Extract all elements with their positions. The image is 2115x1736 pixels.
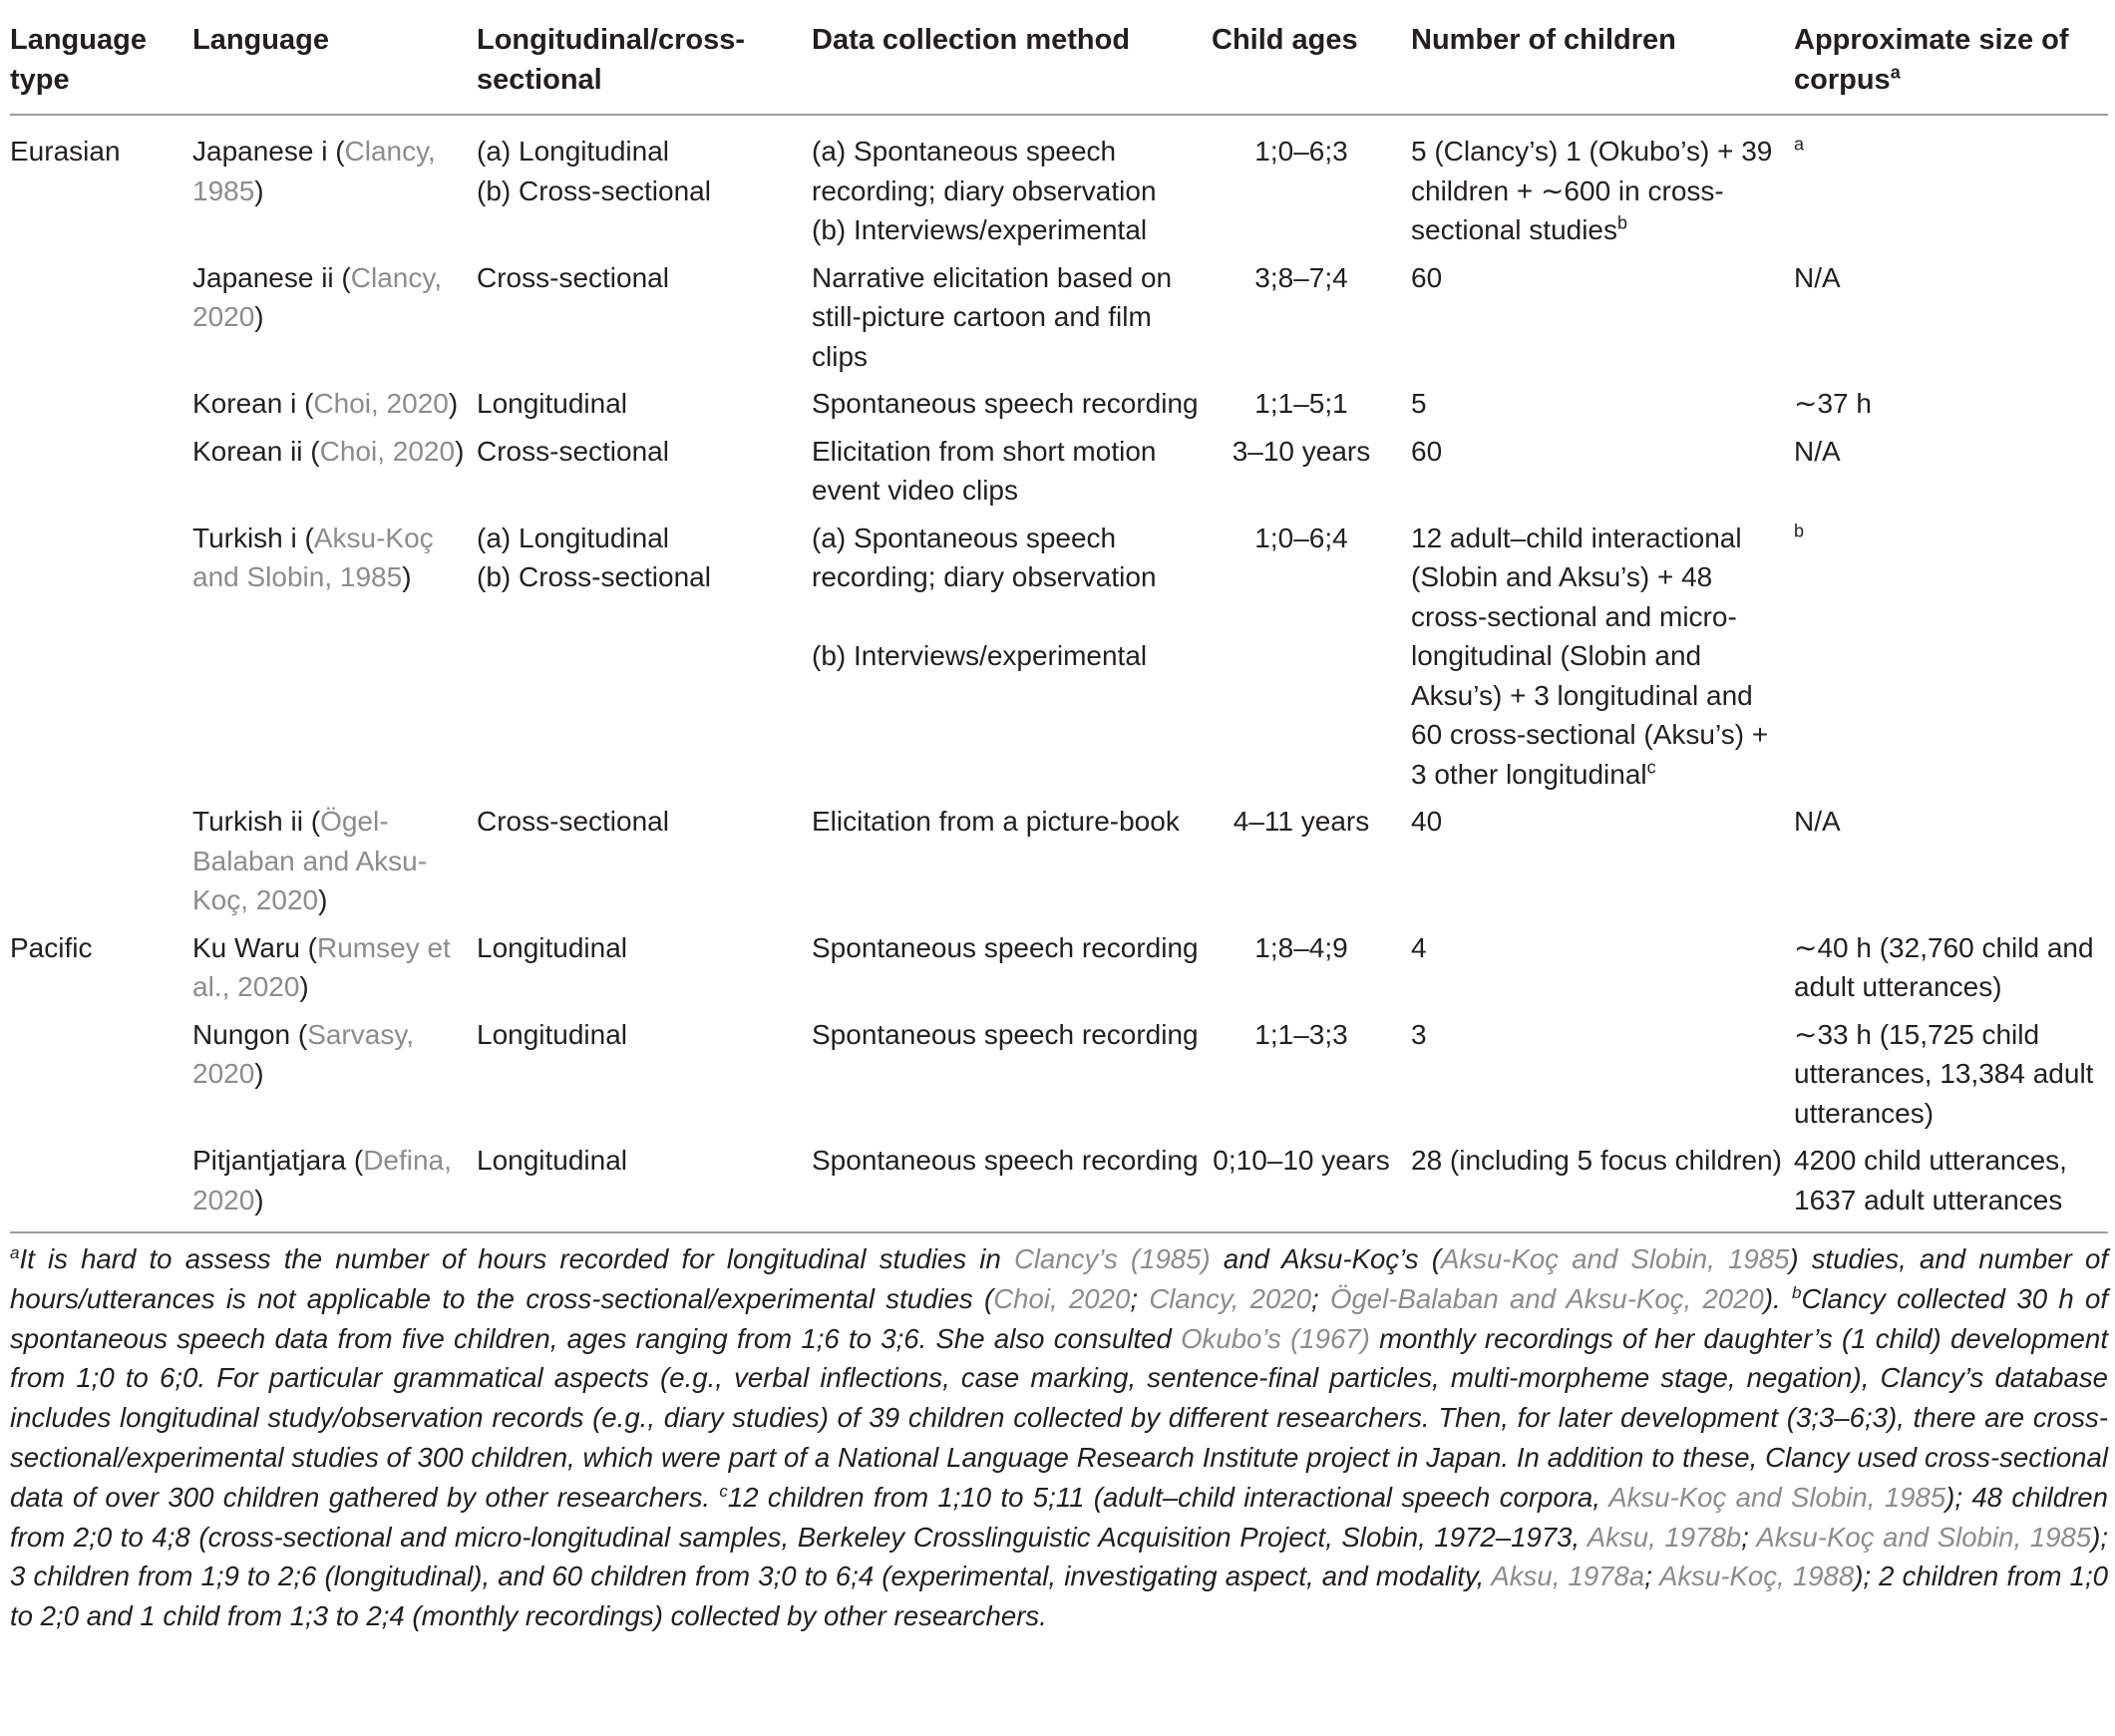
design-text: Longitudinal — [477, 388, 628, 419]
cell-ages — [1212, 519, 1411, 803]
language-name: Nungon ( — [192, 1018, 308, 1050]
language-name: Pitjantjatjara ( — [192, 1145, 364, 1176]
table-row — [10, 1141, 2108, 1232]
language-ref-link[interactable]: Clancy, 2020 — [192, 261, 443, 332]
cell-language — [192, 1015, 477, 1142]
cell-corpus — [1794, 802, 2108, 928]
corpus-sup: a — [1794, 134, 1805, 155]
cell-design — [477, 258, 812, 385]
design-text: Longitudinal — [477, 931, 628, 963]
ages-text: 1;1–3;3 — [1254, 1018, 1348, 1050]
language-name-end: ) — [254, 1058, 264, 1089]
language-name: Turkish i ( — [192, 521, 314, 553]
cell-children — [1411, 115, 1794, 258]
language-name-end: ) — [455, 435, 465, 467]
design-text: Cross-sectional — [477, 806, 669, 837]
cell-ages — [1212, 384, 1411, 432]
children-text: 28 (including 5 focus children) — [1411, 1145, 1782, 1176]
cell-method — [812, 432, 1212, 519]
cell-children — [1411, 1015, 1794, 1142]
cell-method — [812, 519, 1212, 803]
corpus-text: N/A — [1794, 806, 1841, 837]
footnote-mark-c: c — [719, 1481, 728, 1501]
cell-method — [812, 384, 1212, 432]
cell-children — [1411, 519, 1794, 803]
cell-method — [812, 258, 1212, 385]
header-ages: Child ages — [1212, 10, 1411, 115]
corpus-text: ∼33 h (15,725 child utterances, 13,384 adult utterances) — [1794, 1018, 2094, 1129]
language-ref-link[interactable]: Choi, 2020 — [319, 435, 456, 467]
cell-corpus — [1794, 1141, 2108, 1232]
cell-language-type — [10, 1015, 192, 1142]
language-name-end: ) — [318, 884, 328, 915]
table-row — [10, 115, 2108, 258]
language-type-text: Pacific — [10, 931, 93, 963]
ages-text: 3–10 years — [1232, 435, 1371, 467]
language-name-end: ) — [254, 174, 264, 206]
cell-language — [192, 519, 477, 803]
footnote-ref[interactable]: Aksu-Koç and Slobin, 1985 — [1608, 1481, 1946, 1513]
ages-text: 4–11 years — [1233, 806, 1370, 837]
cell-language-type — [10, 432, 192, 519]
cell-corpus — [1794, 432, 2108, 519]
header-language-type: Language type — [10, 10, 192, 115]
corpus-text: N/A — [1794, 261, 1841, 293]
cell-corpus — [1794, 115, 2108, 258]
cell-ages — [1212, 258, 1411, 385]
corpus-text: N/A — [1794, 435, 1841, 467]
language-ref-link[interactable]: Choi, 2020 — [313, 388, 449, 419]
cell-design — [477, 519, 812, 803]
children-text: 60 — [1411, 435, 1443, 467]
cell-language — [192, 432, 477, 519]
cell-design — [477, 1141, 812, 1232]
cell-ages — [1212, 802, 1411, 928]
footnote-text: ; — [1130, 1282, 1150, 1314]
method-text: Spontaneous speech recording — [812, 931, 1199, 963]
cell-language — [192, 1141, 477, 1232]
corpus-text: ∼37 h — [1794, 388, 1872, 419]
children-text: 12 adult–child interactional (Slobin and Aksu’s) + 48 cross-sectional and micro-longitudinal (Slobin and Aksu’s) + 3 longitudinal and 60 cross-sectional (Aksu’s) + 3 other longitudinal — [1411, 521, 1769, 790]
footnote-text: ); 2 children from 1;0 to 2;0 and 1 child from 1;3 to 2;4 (monthly recordings) collected by other researchers. — [10, 1561, 2109, 1632]
footnote-text: It is hard to assess the number of hours recorded for longitudinal studies in — [19, 1243, 1014, 1274]
corpus-table — [10, 10, 2108, 1233]
corpus-text: 4200 child utterances, 1637 adult utterances — [1794, 1145, 2067, 1215]
language-ref-link[interactable]: Clancy, 1985 — [192, 136, 436, 206]
footnote-ref[interactable]: Clancy’s (1985) — [1013, 1243, 1211, 1274]
cell-design — [477, 115, 812, 258]
table-row — [10, 928, 2108, 1015]
cell-corpus — [1794, 519, 2108, 803]
cell-ages — [1212, 115, 1411, 258]
footnote-text: ); 48 children from 2;0 to 4;8 (cross-sectional and micro-longitudinal samples, Berkeley Crosslinguistic Acquisition Project, Slobin, 1972–1973, — [10, 1481, 2108, 1553]
cell-language-type — [10, 1141, 192, 1232]
footnote-ref[interactable]: Aksu-Koç and Slobin, 1985 — [1756, 1521, 2092, 1553]
footnote-ref[interactable]: Ögel-Balaban and Aksu-Koç, 2020 — [1330, 1282, 1764, 1314]
language-type-text: Eurasian — [10, 136, 121, 167]
table-row — [10, 519, 2108, 803]
children-sup: c — [1646, 757, 1656, 778]
cell-design — [477, 928, 812, 1015]
ages-text: 1;1–5;1 — [1254, 388, 1348, 419]
language-name-end: ) — [402, 561, 412, 592]
design-text: (a) Longitudinal (b) Cross-sectional — [477, 136, 711, 206]
children-text: 60 — [1411, 261, 1443, 293]
footnote-ref[interactable]: Okubo’s (1967) — [1181, 1322, 1370, 1354]
footnote-text: 12 children from 1;10 to 5;11 (adult–child interactional speech corpora, — [727, 1481, 1609, 1513]
cell-method — [812, 1141, 1212, 1232]
footnote-ref[interactable]: Aksu-Koç, 1988 — [1658, 1561, 1855, 1592]
table-page — [10, 10, 2108, 1664]
footnote-ref[interactable]: Choi, 2020 — [993, 1282, 1131, 1314]
ages-text: 1;0–6;4 — [1254, 521, 1348, 553]
footnote-mark-b: b — [1792, 1282, 1802, 1302]
language-ref-link[interactable]: Ögel-Balaban and Aksu-Koç, 2020 — [192, 806, 428, 915]
method-text: Narrative elicitation based on still-picture cartoon and film clips — [812, 261, 1173, 372]
children-text: 5 (Clancy’s) 1 (Okubo’s) + 39 children + ∼600 in cross-sectional studies — [1411, 136, 1773, 245]
table-header — [10, 10, 2108, 115]
method-text: Elicitation from short motion event video clips — [812, 435, 1157, 506]
cell-method — [812, 1015, 1212, 1142]
header-design: Longitudinal/cross-sectional — [477, 10, 812, 115]
cell-corpus — [1794, 1015, 2108, 1142]
cell-method — [812, 115, 1212, 258]
cell-children — [1411, 432, 1794, 519]
footnote-ref[interactable]: Aksu, 1978b — [1586, 1521, 1742, 1553]
table-row — [10, 258, 2108, 385]
header-children: Number of children — [1411, 10, 1794, 115]
table-footnote — [10, 1239, 2108, 1636]
cell-method — [812, 928, 1212, 1015]
cell-language — [192, 115, 477, 258]
cell-language — [192, 802, 477, 928]
footnote-text: ); 3 children from 1;9 to 2;6 (longitudinal), and 60 children from 3;0 to 6;4 (experimental, investigating aspect, and modality, — [10, 1521, 2108, 1592]
cell-children — [1411, 258, 1794, 385]
cell-corpus — [1794, 928, 2108, 1015]
corpus-text: ∼40 h (32,760 child and adult utterances) — [1794, 931, 2094, 1002]
language-name-end: ) — [254, 1184, 264, 1215]
table-row — [10, 802, 2108, 928]
language-ref-link[interactable]: Defina, 2020 — [192, 1145, 452, 1215]
header-method: Data collection method — [812, 10, 1212, 115]
footnote-text: monthly recordings of her daughter’s (1 child) development from 1;0 to 6;0. For particular grammatical aspects (e.g., verbal inflections, case marking, sentence-final particles, multi-morpheme stage, negation), Clancy’s database includes longitudinal study/observation records (e.g., diary studies) of 39 children collected by different researchers. Then, for later development (3;3–6;3), there are cross-sectional/experimental studies of 300 children, which were part of a National Language Research Institute project in Japan. In addition to these, Clancy used cross-sectional data of over 300 children gathered by other researchers. — [10, 1322, 2108, 1513]
footnote-mark-a: a — [10, 1242, 20, 1262]
children-text: 40 — [1411, 806, 1443, 837]
ages-text: 3;8–7;4 — [1254, 261, 1348, 293]
design-text: Cross-sectional — [477, 435, 669, 467]
header-row — [10, 10, 2108, 115]
language-ref-link[interactable]: Aksu-Koç and Slobin, 1985 — [192, 521, 434, 592]
cell-ages — [1212, 928, 1411, 1015]
design-text: Longitudinal — [477, 1018, 628, 1050]
language-ref-link[interactable]: Rumsey et al., 2020 — [192, 931, 451, 1002]
footnote-ref[interactable]: Aksu-Koç and Slobin, 1985 — [1440, 1243, 1790, 1274]
footnote-text: ; — [1311, 1282, 1330, 1314]
footnote-ref[interactable]: Aksu, 1978a — [1491, 1561, 1645, 1592]
header-corpus — [1794, 10, 2108, 115]
table-row — [10, 384, 2108, 432]
cell-corpus — [1794, 384, 2108, 432]
cell-children — [1411, 928, 1794, 1015]
ages-text: 1;8–4;9 — [1254, 931, 1348, 963]
header-corpus-text: Approximate size of corpus — [1794, 24, 2069, 96]
design-text: Cross-sectional — [477, 261, 669, 293]
children-sup: b — [1617, 212, 1628, 233]
children-text: 4 — [1411, 931, 1427, 963]
corpus-sup: b — [1794, 521, 1805, 541]
children-text: 5 — [1411, 388, 1427, 419]
language-name-end: ) — [299, 971, 309, 1002]
language-name: Ku Waru ( — [192, 931, 317, 963]
design-text: (a) Longitudinal (b) Cross-sectional — [477, 521, 711, 592]
cell-corpus — [1794, 258, 2108, 385]
footnote-ref[interactable]: Clancy, 2020 — [1149, 1282, 1312, 1314]
method-text: Elicitation from a picture-book — [812, 806, 1180, 837]
footnote-text: ) studies, and number of hours/utterances is not applicable to the cross-sectional/experimental studies ( — [10, 1243, 2108, 1314]
cell-children — [1411, 802, 1794, 928]
method-text: Spontaneous speech recording — [812, 1145, 1199, 1176]
language-name: Korean i ( — [192, 388, 314, 419]
ages-text: 0;10–10 years — [1213, 1145, 1390, 1176]
language-name-end: ) — [254, 301, 264, 332]
method-text: (a) Spontaneous speech recording; diary observation (b) Interviews/experimental — [812, 521, 1157, 671]
ages-text: 1;0–6;3 — [1254, 136, 1348, 167]
cell-ages — [1212, 432, 1411, 519]
method-text: (a) Spontaneous speech recording; diary observation (b) Interviews/experimental — [812, 136, 1157, 245]
language-name: Japanese ii ( — [192, 261, 351, 293]
cell-language-type — [10, 802, 192, 928]
cell-language — [192, 258, 477, 385]
cell-language-type — [10, 258, 192, 385]
cell-language-type — [10, 928, 192, 1015]
footnote-text: Clancy collected 30 h of spontaneous speech data from five children, ages ranging from 1;6 to 3;6. She also consulted — [10, 1282, 2109, 1354]
design-text: Longitudinal — [477, 1145, 628, 1176]
cell-language — [192, 384, 477, 432]
language-name: Korean ii ( — [192, 435, 320, 467]
table-body — [10, 115, 2108, 1232]
footnote-text: ). — [1763, 1282, 1792, 1314]
cell-design — [477, 1015, 812, 1142]
children-text: 3 — [1411, 1018, 1427, 1050]
language-name: Turkish ii ( — [192, 806, 321, 837]
cell-children — [1411, 1141, 1794, 1232]
cell-design — [477, 384, 812, 432]
cell-method — [812, 802, 1212, 928]
cell-design — [477, 432, 812, 519]
table-row — [10, 1015, 2108, 1142]
header-language: Language — [192, 10, 477, 115]
cell-children — [1411, 384, 1794, 432]
cell-language-type — [10, 115, 192, 258]
header-corpus-sup: a — [1890, 62, 1901, 83]
language-name: Japanese i ( — [192, 136, 345, 167]
table-row — [10, 432, 2108, 519]
cell-language-type — [10, 519, 192, 803]
footnote-text: ; — [1741, 1521, 1757, 1553]
method-text: Spontaneous speech recording — [812, 388, 1199, 419]
cell-design — [477, 802, 812, 928]
cell-language — [192, 928, 477, 1015]
cell-ages — [1212, 1015, 1411, 1142]
language-name-end: ) — [448, 388, 459, 419]
method-text: Spontaneous speech recording — [812, 1018, 1199, 1050]
cell-ages — [1212, 1141, 1411, 1232]
footnote-text: ; — [1644, 1561, 1659, 1592]
language-ref-link[interactable]: Sarvasy, 2020 — [192, 1018, 415, 1089]
cell-language-type — [10, 384, 192, 432]
footnote-text: and Aksu-Koç’s ( — [1210, 1243, 1441, 1274]
